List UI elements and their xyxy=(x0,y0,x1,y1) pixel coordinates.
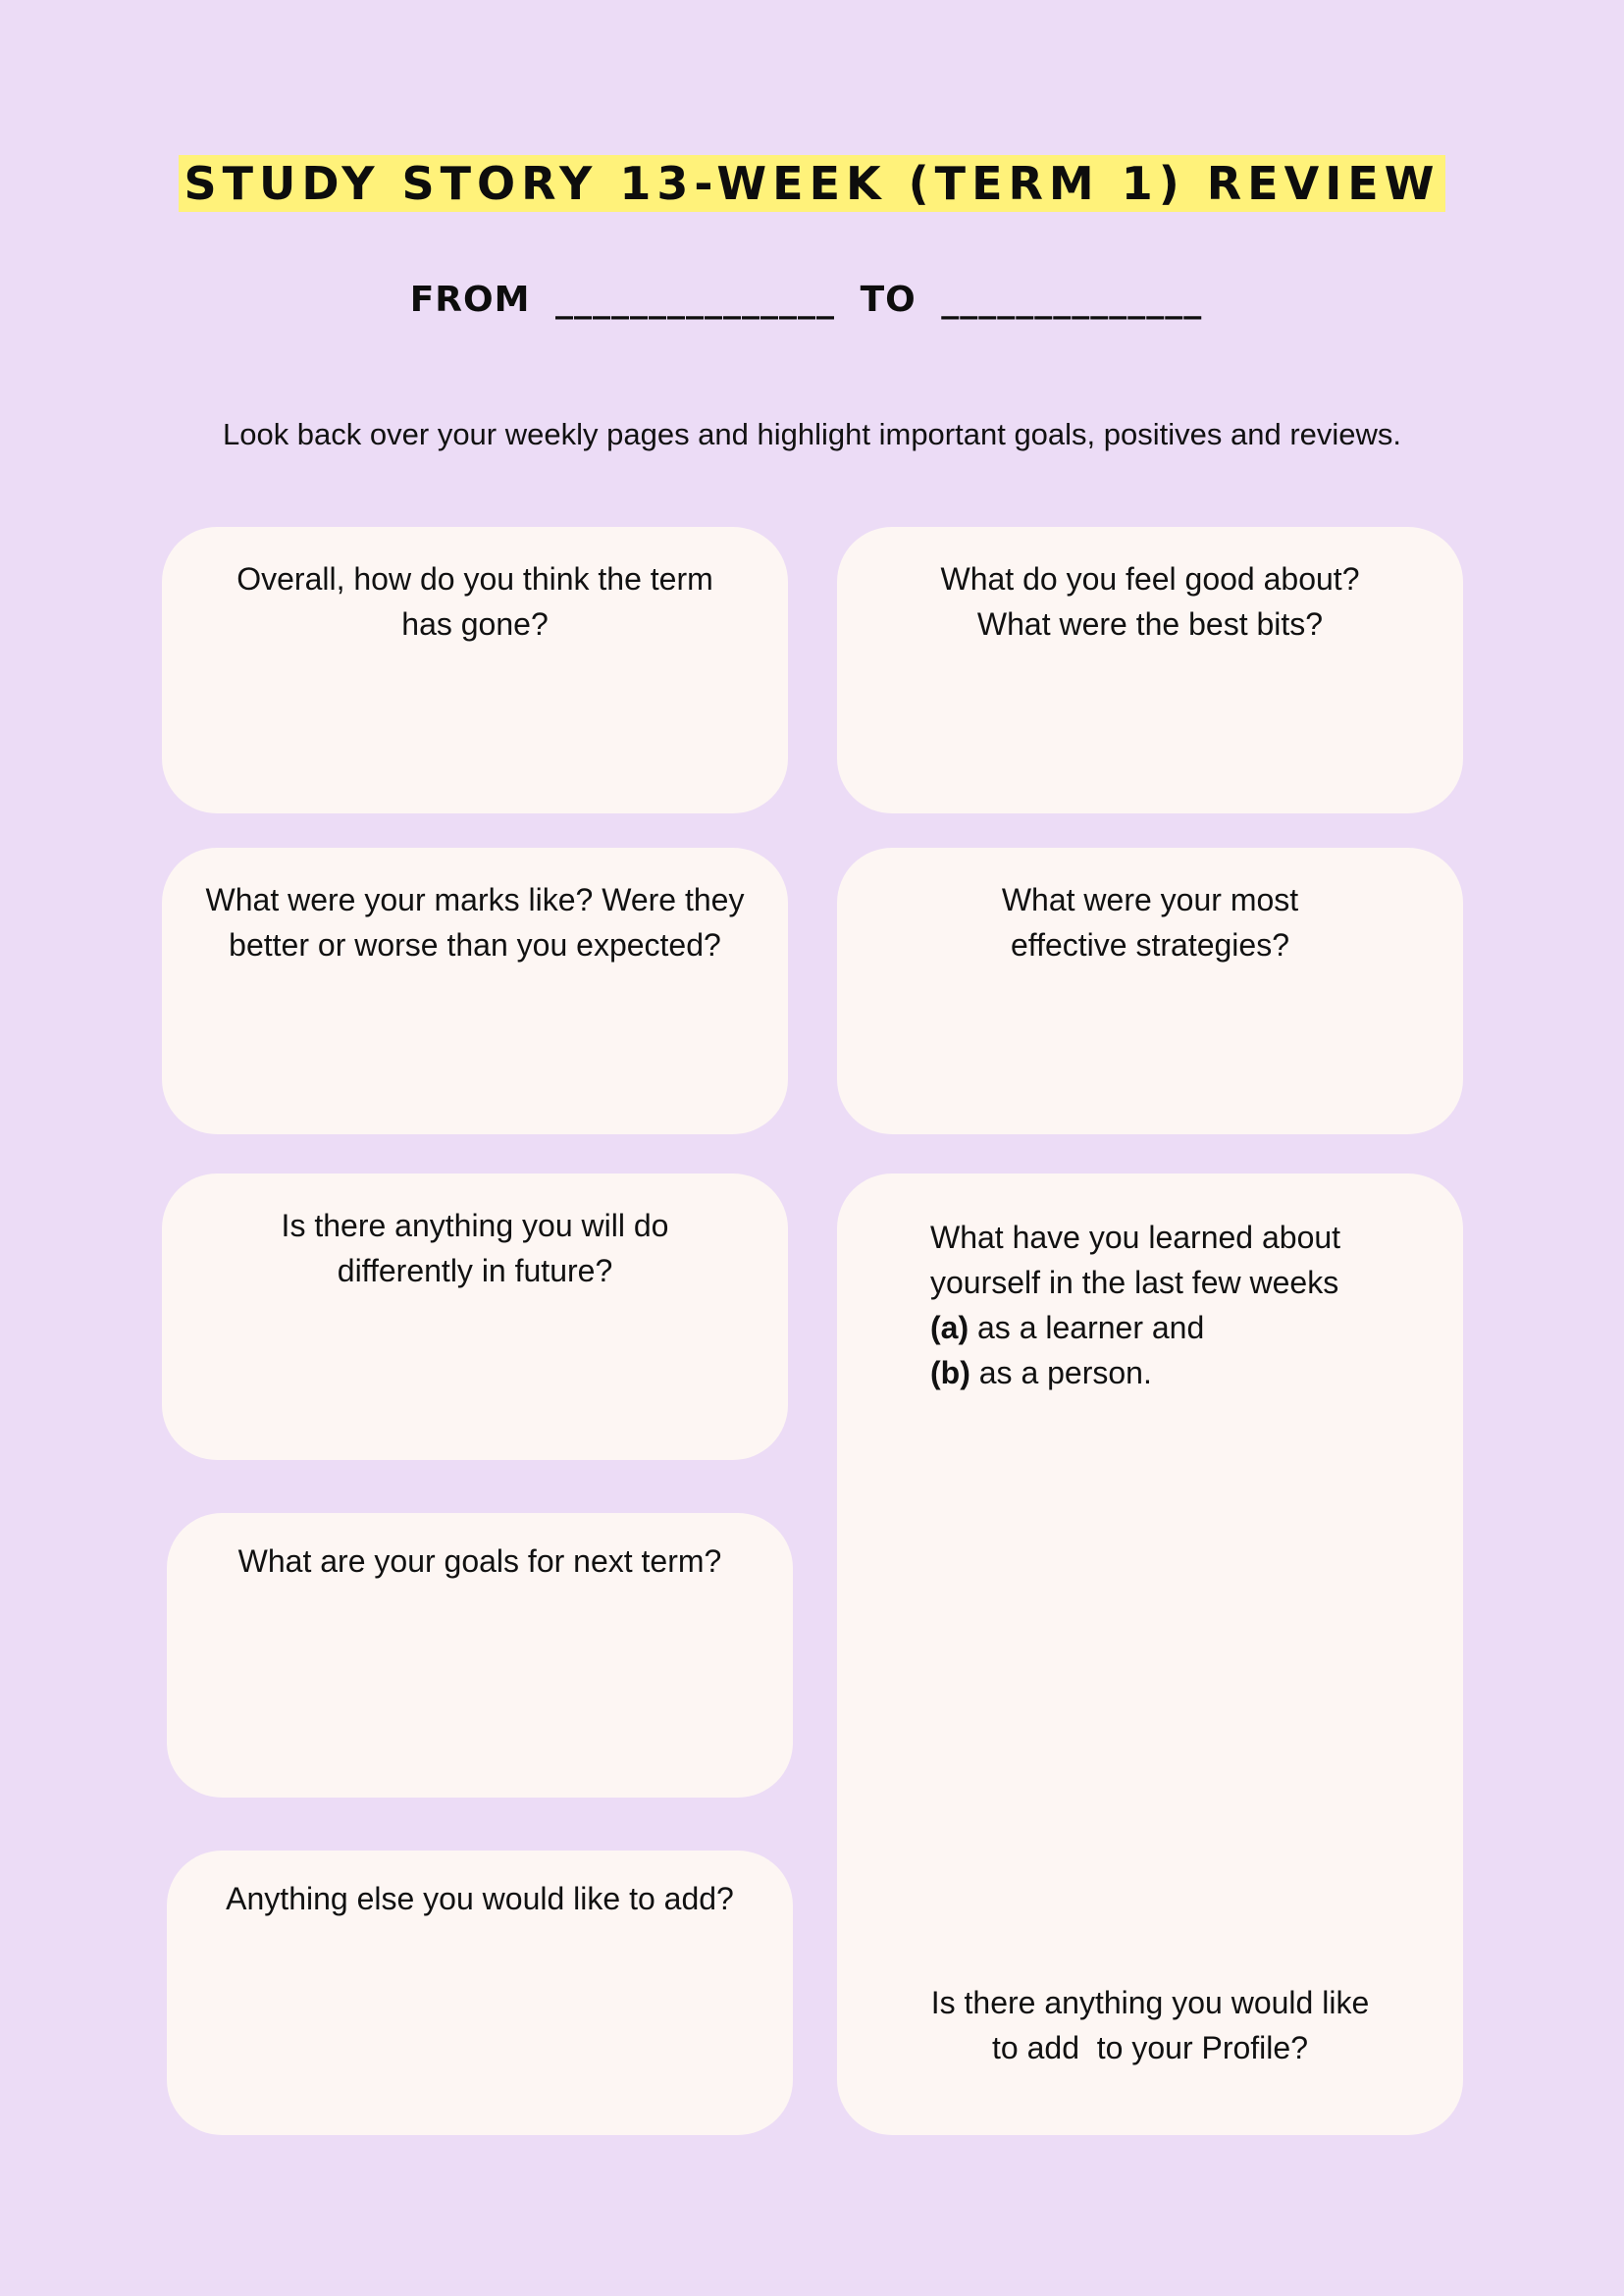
card-profile-question xyxy=(837,1980,1463,2070)
question-line: yourself in the last few weeks xyxy=(930,1265,1339,1300)
card-learned xyxy=(837,1174,1463,2135)
to-label: TO xyxy=(860,280,917,320)
question-line: has gone? xyxy=(401,606,549,642)
card-overall-question xyxy=(162,527,788,647)
page-title: STUDY STORY 13-WEEK (TERM 1) REVIEW xyxy=(179,155,1446,212)
question-line: Is there anything you will do xyxy=(281,1208,669,1243)
option-b-text: as a person. xyxy=(969,1355,1152,1390)
card-marks-question xyxy=(162,848,788,967)
card-anything-else xyxy=(167,1851,793,2135)
question-line: better or worse than you expected? xyxy=(229,927,721,963)
card-anything-else-question xyxy=(167,1851,793,1921)
question-line: What were the best bits? xyxy=(976,606,1324,642)
question-line: Overall, how do you think the term xyxy=(236,561,713,597)
card-overall xyxy=(162,527,788,813)
question-line: to add to your Profile? xyxy=(992,2030,1308,2065)
card-goals-question xyxy=(167,1513,793,1584)
learner-line xyxy=(930,1305,1340,1350)
card-feel-good-question xyxy=(837,527,1463,647)
intro-text: Look back over your weekly pages and highlight important goals, positives and reviews. xyxy=(222,417,1402,451)
card-strategies xyxy=(837,848,1463,1134)
option-b-label: (b) xyxy=(930,1355,970,1390)
question-line: What were your marks like? Were they xyxy=(205,882,745,917)
question-line: What have you learned about xyxy=(930,1220,1341,1255)
person-line xyxy=(930,1350,1340,1395)
card-strategies-question xyxy=(837,848,1463,967)
card-differently xyxy=(162,1174,788,1460)
option-a-label: (a) xyxy=(930,1310,969,1345)
title-area xyxy=(0,155,1624,212)
question-line: Anything else you would like to add? xyxy=(226,1881,734,1916)
question-line: differently in future? xyxy=(337,1253,613,1288)
question-line: effective strategies? xyxy=(1010,927,1289,963)
question-line: What were your most xyxy=(1001,882,1299,917)
card-marks xyxy=(162,848,788,1134)
to-blank: ______________ xyxy=(941,280,1203,320)
from-blank: _______________ xyxy=(555,280,836,320)
question-line: Is there anything you would like xyxy=(930,1985,1370,2020)
question-line: What are your goals for next term? xyxy=(237,1543,722,1579)
date-range-line xyxy=(0,280,1624,320)
card-goals xyxy=(167,1513,793,1798)
option-a-text: as a learner and xyxy=(969,1310,1205,1345)
from-label: FROM xyxy=(409,280,531,320)
card-learned-question xyxy=(930,1215,1340,1395)
question-line: What do you feel good about? xyxy=(940,561,1360,597)
card-feel-good xyxy=(837,527,1463,813)
card-differently-question xyxy=(162,1174,788,1293)
